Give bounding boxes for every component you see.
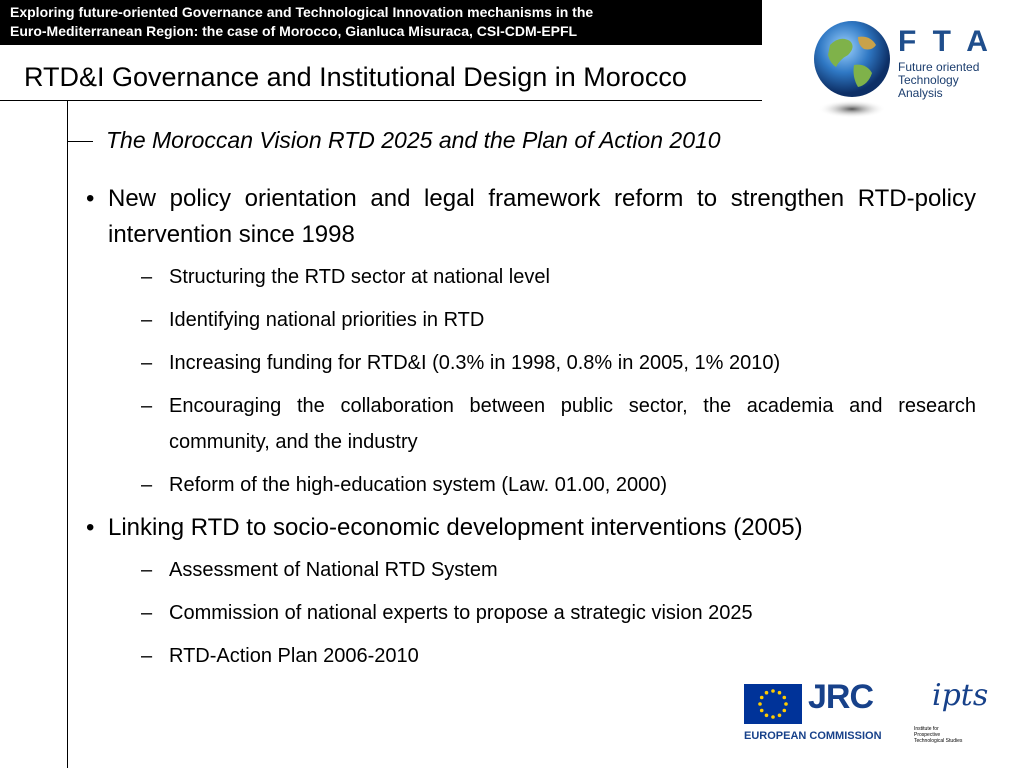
ipts-tagline-line: Prospective xyxy=(914,732,941,738)
sub-item xyxy=(141,638,976,674)
ipts-wordmark: ipts xyxy=(932,678,989,713)
dash-mark: – xyxy=(141,395,153,417)
slide-content xyxy=(86,181,976,681)
sub-item-text: Encouraging the collaboration between public sector, the academia and research community, and the industry xyxy=(169,395,976,453)
dash-mark: – xyxy=(141,352,153,374)
dash-mark: – xyxy=(141,559,153,581)
header-line-1: Exploring future-oriented Governance and Technological Innovation mechanisms in the xyxy=(10,4,594,20)
fta-logo xyxy=(810,17,990,125)
sub-item xyxy=(141,259,976,295)
sub-item xyxy=(141,467,976,503)
title-divider xyxy=(0,100,762,101)
globe-icon xyxy=(810,17,894,125)
fta-tagline-line: Analysis xyxy=(898,86,943,100)
sub-item xyxy=(141,552,976,588)
european-commission-label: EUROPEAN COMMISSION xyxy=(744,730,882,742)
bullet-text: New policy orientation and legal framework reform to strengthen RTD-policy intervention since 1998 xyxy=(108,185,976,248)
header-banner xyxy=(0,0,762,45)
sub-item xyxy=(141,388,976,460)
sub-item-text: Commission of national experts to propose a strategic vision 2025 xyxy=(169,602,753,624)
dash-mark: – xyxy=(141,602,153,624)
left-vertical-rule xyxy=(67,101,68,768)
eu-flag-icon xyxy=(744,684,802,724)
jrc-wordmark: JRC xyxy=(808,678,874,716)
dash-mark: – xyxy=(141,645,153,667)
sub-item xyxy=(141,595,976,631)
ipts-tagline xyxy=(914,726,962,744)
bullet-mark: • xyxy=(86,514,95,541)
fta-letters: F T A xyxy=(898,25,992,58)
sub-item xyxy=(141,345,976,381)
bullet-text: Linking RTD to socio-economic development interventions (2005) xyxy=(108,514,803,541)
sub-item-text: Structuring the RTD sector at national level xyxy=(169,266,550,288)
page-title: RTD&I Governance and Institutional Design in Morocco xyxy=(24,62,687,92)
sub-item-text: Increasing funding for RTD&I (0.3% in 1998, 0.8% in 2005, 1% 2010) xyxy=(169,352,781,374)
sub-item-text: Identifying national priorities in RTD xyxy=(169,309,485,331)
bullet-item xyxy=(86,510,976,546)
dash-mark: – xyxy=(141,266,153,288)
fta-tagline-line: Future oriented xyxy=(898,60,980,74)
dash-mark: – xyxy=(141,474,153,496)
sub-item-text: Reform of the high-education system (Law. 01.00, 2000) xyxy=(169,474,668,496)
sub-item xyxy=(141,302,976,338)
jrc-logo xyxy=(744,678,884,744)
sub-item-text: Assessment of National RTD System xyxy=(169,559,498,581)
bullet-mark: • xyxy=(86,185,95,212)
ipts-tagline-line: Institute for xyxy=(914,726,939,732)
subtitle-tick xyxy=(67,141,93,142)
ipts-logo xyxy=(914,678,1000,750)
fta-tagline-line: Technology xyxy=(898,73,959,87)
dash-mark: – xyxy=(141,309,153,331)
fta-tagline xyxy=(898,61,979,100)
page-subtitle: The Moroccan Vision RTD 2025 and the Plan of Action 2010 xyxy=(106,127,721,153)
ipts-tagline-line: Technological Studies xyxy=(914,738,963,744)
bullet-item xyxy=(86,181,976,253)
sub-item-text: RTD-Action Plan 2006-2010 xyxy=(169,645,419,667)
header-line-2: Euro-Mediterranean Region: the case of Morocco, Gianluca Misuraca, CSI-CDM-EPFL xyxy=(10,23,578,39)
